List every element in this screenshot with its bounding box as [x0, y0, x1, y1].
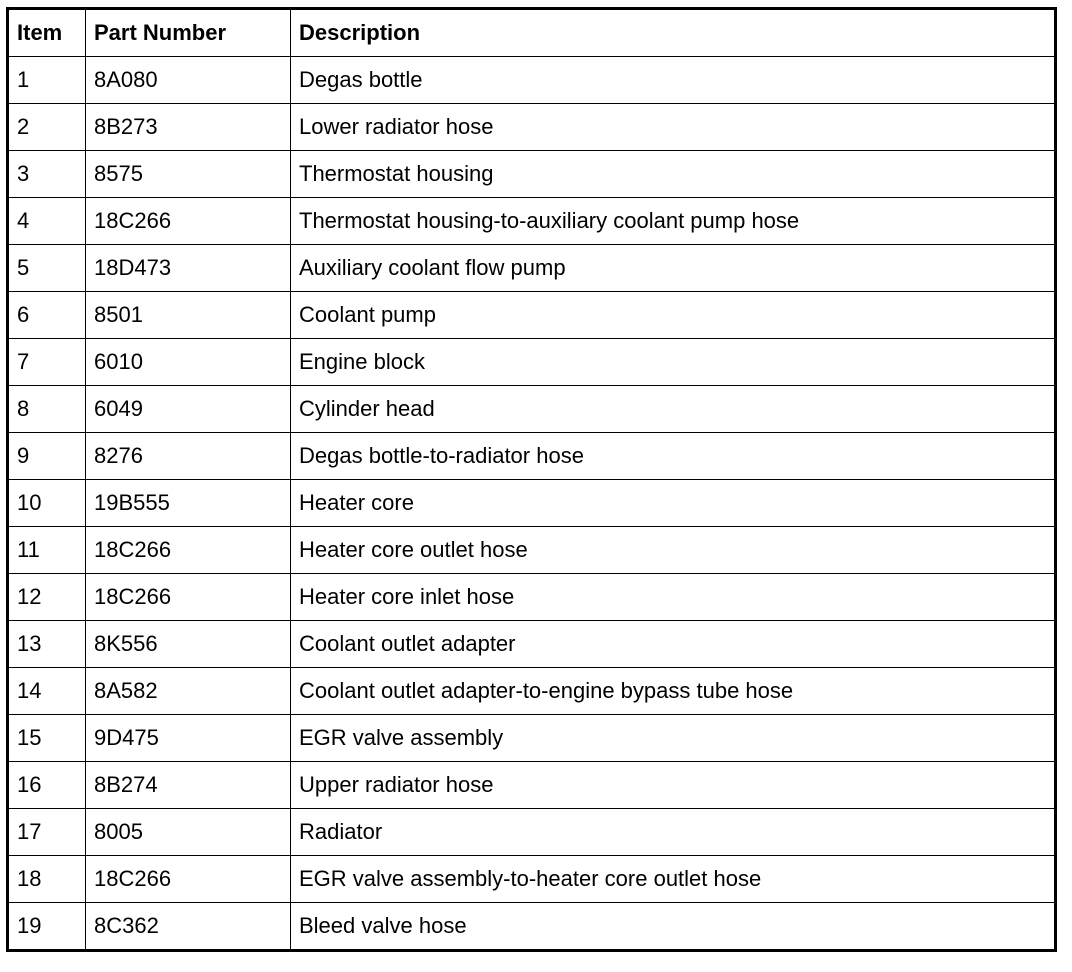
- cell-part-number: 8005: [86, 809, 291, 856]
- table-row: [8, 480, 1056, 527]
- cell-part-number: 8B274: [86, 762, 291, 809]
- header-part-number: Part Number: [86, 9, 291, 57]
- table-row: [8, 574, 1056, 621]
- table-row: [8, 903, 1056, 951]
- cell-item: 10: [8, 480, 86, 527]
- table-row: [8, 339, 1056, 386]
- table-row: [8, 386, 1056, 433]
- cell-item: 6: [8, 292, 86, 339]
- cell-item: 14: [8, 668, 86, 715]
- cell-description: Degas bottle-to-radiator hose: [291, 433, 1056, 480]
- cell-description: Engine block: [291, 339, 1056, 386]
- cell-part-number: 8K556: [86, 621, 291, 668]
- cell-part-number: 18C266: [86, 856, 291, 903]
- cell-description: Auxiliary coolant flow pump: [291, 245, 1056, 292]
- table-row: [8, 292, 1056, 339]
- cell-description: Coolant outlet adapter-to-engine bypass tube hose: [291, 668, 1056, 715]
- cell-description: Heater core outlet hose: [291, 527, 1056, 574]
- cell-part-number: 18C266: [86, 527, 291, 574]
- cell-part-number: 6010: [86, 339, 291, 386]
- cell-description: Thermostat housing: [291, 151, 1056, 198]
- cell-item: 2: [8, 104, 86, 151]
- cell-description: Bleed valve hose: [291, 903, 1056, 951]
- cell-part-number: 19B555: [86, 480, 291, 527]
- cell-item: 11: [8, 527, 86, 574]
- cell-description: Lower radiator hose: [291, 104, 1056, 151]
- header-description: Description: [291, 9, 1056, 57]
- cell-description: Radiator: [291, 809, 1056, 856]
- cell-item: 16: [8, 762, 86, 809]
- cell-part-number: 18C266: [86, 574, 291, 621]
- parts-table: [6, 7, 1057, 952]
- cell-description: Cylinder head: [291, 386, 1056, 433]
- table-row: [8, 198, 1056, 245]
- cell-part-number: 8A080: [86, 57, 291, 104]
- cell-part-number: 9D475: [86, 715, 291, 762]
- cell-description: Thermostat housing-to-auxiliary coolant pump hose: [291, 198, 1056, 245]
- table-body: [8, 57, 1056, 951]
- cell-item: 1: [8, 57, 86, 104]
- table-row: [8, 715, 1056, 762]
- cell-part-number: 18D473: [86, 245, 291, 292]
- cell-part-number: 8C362: [86, 903, 291, 951]
- cell-item: 18: [8, 856, 86, 903]
- cell-description: EGR valve assembly: [291, 715, 1056, 762]
- cell-part-number: 8501: [86, 292, 291, 339]
- cell-description: Upper radiator hose: [291, 762, 1056, 809]
- cell-item: 15: [8, 715, 86, 762]
- table-row: [8, 668, 1056, 715]
- cell-item: 9: [8, 433, 86, 480]
- cell-part-number: 8575: [86, 151, 291, 198]
- cell-item: 3: [8, 151, 86, 198]
- cell-item: 19: [8, 903, 86, 951]
- cell-description: Heater core: [291, 480, 1056, 527]
- table-row: [8, 433, 1056, 480]
- cell-description: Coolant pump: [291, 292, 1056, 339]
- header-item: Item: [8, 9, 86, 57]
- cell-description: Coolant outlet adapter: [291, 621, 1056, 668]
- cell-part-number: 6049: [86, 386, 291, 433]
- table-row: [8, 104, 1056, 151]
- cell-item: 5: [8, 245, 86, 292]
- table-row: [8, 57, 1056, 104]
- table-row: [8, 621, 1056, 668]
- cell-item: 4: [8, 198, 86, 245]
- cell-part-number: 18C266: [86, 198, 291, 245]
- table-row: [8, 151, 1056, 198]
- cell-item: 17: [8, 809, 86, 856]
- cell-item: 7: [8, 339, 86, 386]
- table-row: [8, 856, 1056, 903]
- table-row: [8, 527, 1056, 574]
- cell-item: 8: [8, 386, 86, 433]
- cell-part-number: 8B273: [86, 104, 291, 151]
- cell-item: 12: [8, 574, 86, 621]
- cell-part-number: 8A582: [86, 668, 291, 715]
- cell-description: EGR valve assembly-to-heater core outlet hose: [291, 856, 1056, 903]
- table-header-row: [8, 9, 1056, 57]
- table-row: [8, 762, 1056, 809]
- cell-item: 13: [8, 621, 86, 668]
- cell-part-number: 8276: [86, 433, 291, 480]
- cell-description: Heater core inlet hose: [291, 574, 1056, 621]
- cell-description: Degas bottle: [291, 57, 1056, 104]
- table-row: [8, 245, 1056, 292]
- table-row: [8, 809, 1056, 856]
